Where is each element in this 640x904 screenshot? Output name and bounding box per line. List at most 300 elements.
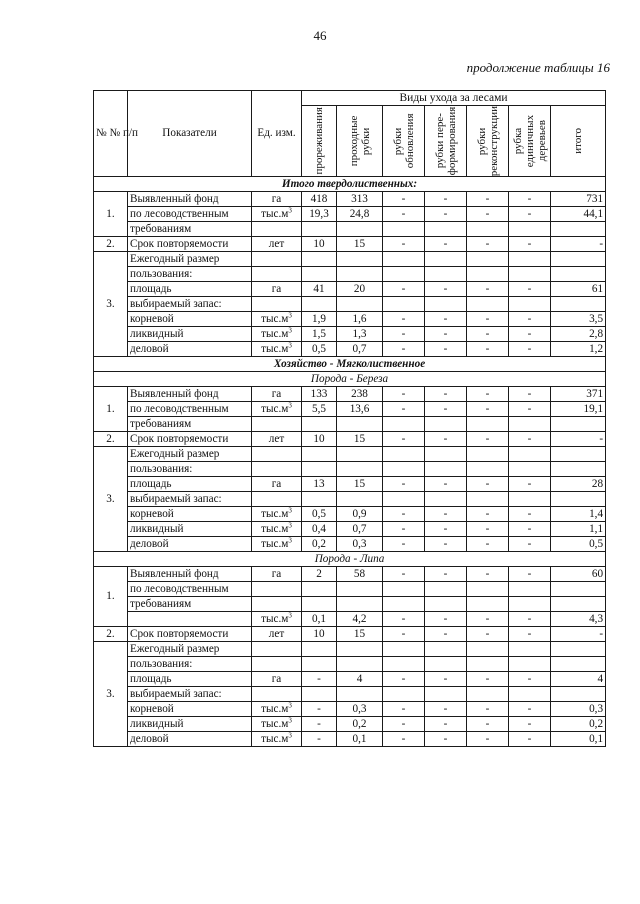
- value-cell: -: [383, 327, 425, 342]
- unit-cell: га: [252, 567, 302, 582]
- value-cell: [425, 492, 467, 507]
- table-row: [94, 192, 606, 207]
- value-cell: -: [467, 477, 509, 492]
- value-cell: [467, 267, 509, 282]
- header-care-types: Виды ухода за лесами: [302, 91, 606, 106]
- section-header: Итого твердолиственных:: [94, 177, 606, 192]
- value-cell: -: [425, 207, 467, 222]
- value-cell: -: [302, 672, 337, 687]
- value-cell: -: [302, 717, 337, 732]
- value-cell: [383, 642, 425, 657]
- indicator-label: деловой: [128, 342, 252, 357]
- unit-cell: [252, 657, 302, 672]
- value-cell: [337, 687, 383, 702]
- value-cell: -: [509, 192, 551, 207]
- value-cell: [302, 447, 337, 462]
- table-row: [94, 702, 606, 717]
- table-row: [94, 567, 606, 582]
- row-number: 1.: [94, 567, 128, 627]
- value-cell: [302, 642, 337, 657]
- table-row: [94, 282, 606, 297]
- table-row: [94, 642, 606, 657]
- value-cell: [383, 252, 425, 267]
- value-cell: -: [467, 627, 509, 642]
- section-header: Порода - Береза: [94, 372, 606, 387]
- table-row: [94, 417, 606, 432]
- indicator-label: Ежегодный размер: [128, 642, 252, 657]
- value-cell: -: [383, 702, 425, 717]
- value-cell: [425, 597, 467, 612]
- unit-superscript: 3: [288, 341, 292, 349]
- value-cell: -: [509, 237, 551, 252]
- unit-cell: [252, 402, 302, 417]
- value-cell: [509, 687, 551, 702]
- table-continuation-note: продолжение таблицы 16: [466, 60, 610, 75]
- indicator-label: по лесоводственным: [128, 207, 252, 222]
- unit-cell: [252, 267, 302, 282]
- table-row: [94, 672, 606, 687]
- table-row: [94, 537, 606, 552]
- unit-text: тыс.м: [261, 327, 289, 340]
- value-cell: 19,1: [551, 402, 606, 417]
- unit-cell: [252, 522, 302, 537]
- value-cell: 0,2: [551, 717, 606, 732]
- unit-cell: [252, 222, 302, 237]
- unit-cell: [252, 327, 302, 342]
- table-row: [94, 687, 606, 702]
- value-cell: [302, 582, 337, 597]
- unit-cell: га: [252, 672, 302, 687]
- indicator-label: [128, 612, 252, 627]
- unit-cell: [252, 417, 302, 432]
- value-cell: [425, 687, 467, 702]
- value-cell: 2,8: [551, 327, 606, 342]
- header-col-reformation: рубки пере-формирования: [425, 106, 467, 177]
- unit-superscript: 3: [288, 506, 292, 514]
- forest-care-table: [93, 90, 606, 747]
- unit-superscript: 3: [288, 536, 292, 544]
- unit-cell: [252, 597, 302, 612]
- indicator-label: Ежегодный размер: [128, 252, 252, 267]
- value-cell: -: [467, 672, 509, 687]
- value-cell: [383, 222, 425, 237]
- value-cell: 238: [337, 387, 383, 402]
- header-col-single-trees: рубка единичных деревьев: [509, 106, 551, 177]
- value-cell: [467, 687, 509, 702]
- value-cell: [337, 222, 383, 237]
- table-row: [94, 177, 606, 192]
- value-cell: [425, 642, 467, 657]
- value-cell: [551, 267, 606, 282]
- value-cell: -: [425, 522, 467, 537]
- value-cell: [383, 417, 425, 432]
- value-cell: [425, 297, 467, 312]
- value-cell: -: [425, 732, 467, 747]
- value-cell: [383, 582, 425, 597]
- value-cell: 731: [551, 192, 606, 207]
- table-row: [94, 432, 606, 447]
- value-cell: -: [425, 612, 467, 627]
- section-header: Порода - Липа: [94, 552, 606, 567]
- value-cell: 1,3: [337, 327, 383, 342]
- unit-superscript: 3: [288, 206, 292, 214]
- value-cell: -: [509, 672, 551, 687]
- table-row: [94, 657, 606, 672]
- value-cell: -: [467, 402, 509, 417]
- unit-superscript: 3: [288, 326, 292, 334]
- value-cell: 15: [337, 477, 383, 492]
- value-cell: -: [383, 567, 425, 582]
- value-cell: -: [467, 537, 509, 552]
- value-cell: 0,1: [551, 732, 606, 747]
- value-cell: -: [509, 507, 551, 522]
- value-cell: -: [383, 207, 425, 222]
- row-number: 3.: [94, 252, 128, 357]
- value-cell: [425, 267, 467, 282]
- indicator-label: Срок повторяемости: [128, 237, 252, 252]
- unit-cell: [252, 252, 302, 267]
- unit-text: тыс.м: [261, 312, 289, 325]
- unit-superscript: 3: [288, 521, 292, 529]
- table-row: [94, 582, 606, 597]
- row-number: 1.: [94, 387, 128, 432]
- value-cell: -: [509, 327, 551, 342]
- value-cell: 13: [302, 477, 337, 492]
- value-cell: -: [425, 282, 467, 297]
- value-cell: -: [383, 282, 425, 297]
- value-cell: -: [302, 702, 337, 717]
- value-cell: [551, 222, 606, 237]
- value-cell: -: [467, 567, 509, 582]
- value-cell: 0,5: [302, 342, 337, 357]
- value-cell: [302, 417, 337, 432]
- value-cell: 58: [337, 567, 383, 582]
- unit-cell: га: [252, 387, 302, 402]
- value-cell: [467, 657, 509, 672]
- value-cell: -: [509, 567, 551, 582]
- indicator-label: требованиям: [128, 417, 252, 432]
- value-cell: 1,9: [302, 312, 337, 327]
- value-cell: -: [425, 672, 467, 687]
- value-cell: 60: [551, 567, 606, 582]
- value-cell: [425, 657, 467, 672]
- value-cell: [337, 582, 383, 597]
- row-number: 2.: [94, 627, 128, 642]
- table-row: [94, 342, 606, 357]
- value-cell: -: [425, 327, 467, 342]
- value-cell: 20: [337, 282, 383, 297]
- table-row: [94, 207, 606, 222]
- value-cell: -: [383, 477, 425, 492]
- indicator-label: Ежегодный размер: [128, 447, 252, 462]
- value-cell: -: [425, 402, 467, 417]
- unit-cell: [252, 297, 302, 312]
- value-cell: -: [509, 717, 551, 732]
- value-cell: 10: [302, 237, 337, 252]
- value-cell: 0,2: [302, 537, 337, 552]
- value-cell: -: [425, 477, 467, 492]
- value-cell: 15: [337, 627, 383, 642]
- value-cell: -: [383, 342, 425, 357]
- unit-superscript: 3: [288, 401, 292, 409]
- value-cell: -: [383, 612, 425, 627]
- value-cell: -: [467, 732, 509, 747]
- value-cell: [425, 462, 467, 477]
- value-cell: -: [467, 312, 509, 327]
- value-cell: -: [509, 522, 551, 537]
- unit-text: тыс.м: [261, 402, 289, 415]
- table-row: [94, 372, 606, 387]
- table-row: [94, 252, 606, 267]
- indicator-label: требованиям: [128, 597, 252, 612]
- table-body: [94, 177, 606, 747]
- indicator-label: Выявленный фонд: [128, 567, 252, 582]
- value-cell: [509, 447, 551, 462]
- value-cell: 24,8: [337, 207, 383, 222]
- value-cell: -: [509, 282, 551, 297]
- value-cell: 0,9: [337, 507, 383, 522]
- value-cell: -: [383, 732, 425, 747]
- value-cell: 133: [302, 387, 337, 402]
- value-cell: [551, 687, 606, 702]
- value-cell: 2: [302, 567, 337, 582]
- value-cell: -: [425, 237, 467, 252]
- header-col-passage-cutting: проходные рубки: [337, 106, 383, 177]
- indicator-label: Выявленный фонд: [128, 192, 252, 207]
- header-col-reconstruction: рубки реконструкции: [467, 106, 509, 177]
- unit-superscript: 3: [288, 731, 292, 739]
- unit-cell: [252, 642, 302, 657]
- section-header: Хозяйство - Мягколиственное: [94, 357, 606, 372]
- value-cell: [337, 657, 383, 672]
- header-col-renewal: рубки обновления: [383, 106, 425, 177]
- unit-cell: [252, 462, 302, 477]
- indicator-label: пользования:: [128, 462, 252, 477]
- header-indicators: Показатели: [128, 91, 252, 177]
- value-cell: 28: [551, 477, 606, 492]
- value-cell: -: [551, 432, 606, 447]
- unit-superscript: 3: [288, 311, 292, 319]
- value-cell: [509, 582, 551, 597]
- value-cell: [551, 582, 606, 597]
- row-number: 1.: [94, 192, 128, 237]
- value-cell: -: [467, 327, 509, 342]
- value-cell: [383, 597, 425, 612]
- row-number: 3.: [94, 642, 128, 747]
- row-number: 3.: [94, 447, 128, 552]
- value-cell: [467, 252, 509, 267]
- value-cell: -: [383, 522, 425, 537]
- unit-cell: [252, 687, 302, 702]
- value-cell: [425, 582, 467, 597]
- unit-text: тыс.м: [261, 732, 289, 745]
- value-cell: -: [467, 717, 509, 732]
- value-cell: [551, 297, 606, 312]
- value-cell: [467, 447, 509, 462]
- table-row: [94, 732, 606, 747]
- value-cell: 15: [337, 237, 383, 252]
- indicator-label: деловой: [128, 732, 252, 747]
- row-number: 2.: [94, 432, 128, 447]
- value-cell: 61: [551, 282, 606, 297]
- indicator-label: корневой: [128, 507, 252, 522]
- unit-text: тыс.м: [261, 342, 289, 355]
- value-cell: [302, 492, 337, 507]
- indicator-label: ликвидный: [128, 522, 252, 537]
- value-cell: [302, 252, 337, 267]
- unit-superscript: 3: [288, 716, 292, 724]
- table-row: [94, 477, 606, 492]
- table-row: [94, 447, 606, 462]
- value-cell: [337, 642, 383, 657]
- value-cell: [551, 417, 606, 432]
- unit-cell: [252, 732, 302, 747]
- table-row: [94, 237, 606, 252]
- value-cell: 5,5: [302, 402, 337, 417]
- value-cell: -: [467, 192, 509, 207]
- unit-cell: [252, 612, 302, 627]
- indicator-label: корневой: [128, 702, 252, 717]
- value-cell: 3,5: [551, 312, 606, 327]
- value-cell: -: [509, 342, 551, 357]
- value-cell: 1,1: [551, 522, 606, 537]
- value-cell: [337, 267, 383, 282]
- value-cell: [337, 462, 383, 477]
- value-cell: 0,5: [551, 537, 606, 552]
- value-cell: -: [467, 237, 509, 252]
- value-cell: [302, 267, 337, 282]
- unit-cell: га: [252, 477, 302, 492]
- value-cell: -: [467, 432, 509, 447]
- value-cell: -: [467, 522, 509, 537]
- value-cell: 4: [551, 672, 606, 687]
- table-row: [94, 402, 606, 417]
- value-cell: 418: [302, 192, 337, 207]
- value-cell: -: [467, 507, 509, 522]
- value-cell: [337, 252, 383, 267]
- indicator-label: пользования:: [128, 657, 252, 672]
- table-row: [94, 507, 606, 522]
- indicator-label: деловой: [128, 537, 252, 552]
- value-cell: [509, 657, 551, 672]
- value-cell: -: [509, 732, 551, 747]
- value-cell: [467, 492, 509, 507]
- table-row: [94, 717, 606, 732]
- value-cell: -: [551, 627, 606, 642]
- value-cell: -: [383, 387, 425, 402]
- indicator-label: требованиям: [128, 222, 252, 237]
- unit-text: тыс.м: [261, 612, 289, 625]
- table-row: [94, 627, 606, 642]
- value-cell: 4: [337, 672, 383, 687]
- indicator-label: Срок повторяемости: [128, 627, 252, 642]
- value-cell: [425, 222, 467, 237]
- table-row: [94, 612, 606, 627]
- value-cell: 371: [551, 387, 606, 402]
- value-cell: -: [383, 402, 425, 417]
- unit-cell: [252, 447, 302, 462]
- header-number: № № п/п: [94, 91, 128, 177]
- value-cell: 1,2: [551, 342, 606, 357]
- value-cell: [302, 687, 337, 702]
- value-cell: [425, 252, 467, 267]
- table-row: [94, 267, 606, 282]
- value-cell: 13,6: [337, 402, 383, 417]
- value-cell: [302, 657, 337, 672]
- value-cell: [383, 297, 425, 312]
- value-cell: -: [509, 612, 551, 627]
- value-cell: 0,4: [302, 522, 337, 537]
- indicator-label: выбираемый запас:: [128, 492, 252, 507]
- value-cell: -: [509, 432, 551, 447]
- value-cell: [383, 492, 425, 507]
- unit-cell: га: [252, 282, 302, 297]
- value-cell: [383, 447, 425, 462]
- value-cell: [551, 657, 606, 672]
- unit-cell: [252, 702, 302, 717]
- value-cell: -: [467, 342, 509, 357]
- value-cell: 1,5: [302, 327, 337, 342]
- value-cell: 10: [302, 627, 337, 642]
- value-cell: [302, 597, 337, 612]
- value-cell: [302, 297, 337, 312]
- value-cell: [383, 687, 425, 702]
- unit-text: тыс.м: [261, 717, 289, 730]
- value-cell: [467, 642, 509, 657]
- value-cell: [551, 252, 606, 267]
- table-row: [94, 462, 606, 477]
- table-row: [94, 312, 606, 327]
- page-number: 46: [313, 28, 327, 43]
- value-cell: 0,1: [337, 732, 383, 747]
- table-row: [94, 357, 606, 372]
- value-cell: [509, 252, 551, 267]
- value-cell: [551, 597, 606, 612]
- indicator-label: по лесоводственным: [128, 582, 252, 597]
- indicator-label: площадь: [128, 672, 252, 687]
- value-cell: 41: [302, 282, 337, 297]
- value-cell: [383, 462, 425, 477]
- value-cell: [509, 222, 551, 237]
- value-cell: [509, 597, 551, 612]
- value-cell: -: [467, 387, 509, 402]
- unit-cell: [252, 312, 302, 327]
- value-cell: [509, 462, 551, 477]
- value-cell: -: [425, 342, 467, 357]
- value-cell: -: [425, 192, 467, 207]
- value-cell: [509, 642, 551, 657]
- value-cell: [467, 222, 509, 237]
- value-cell: -: [383, 312, 425, 327]
- value-cell: 0,3: [337, 537, 383, 552]
- value-cell: -: [509, 702, 551, 717]
- indicator-label: ликвидный: [128, 327, 252, 342]
- value-cell: -: [467, 702, 509, 717]
- value-cell: [509, 417, 551, 432]
- unit-cell: [252, 507, 302, 522]
- value-cell: 0,7: [337, 522, 383, 537]
- table-row: [94, 297, 606, 312]
- unit-cell: лет: [252, 627, 302, 642]
- value-cell: -: [509, 312, 551, 327]
- indicator-label: пользования:: [128, 267, 252, 282]
- value-cell: 19,3: [302, 207, 337, 222]
- table-row: [94, 387, 606, 402]
- value-cell: [551, 447, 606, 462]
- value-cell: [509, 492, 551, 507]
- value-cell: -: [425, 702, 467, 717]
- indicator-label: площадь: [128, 477, 252, 492]
